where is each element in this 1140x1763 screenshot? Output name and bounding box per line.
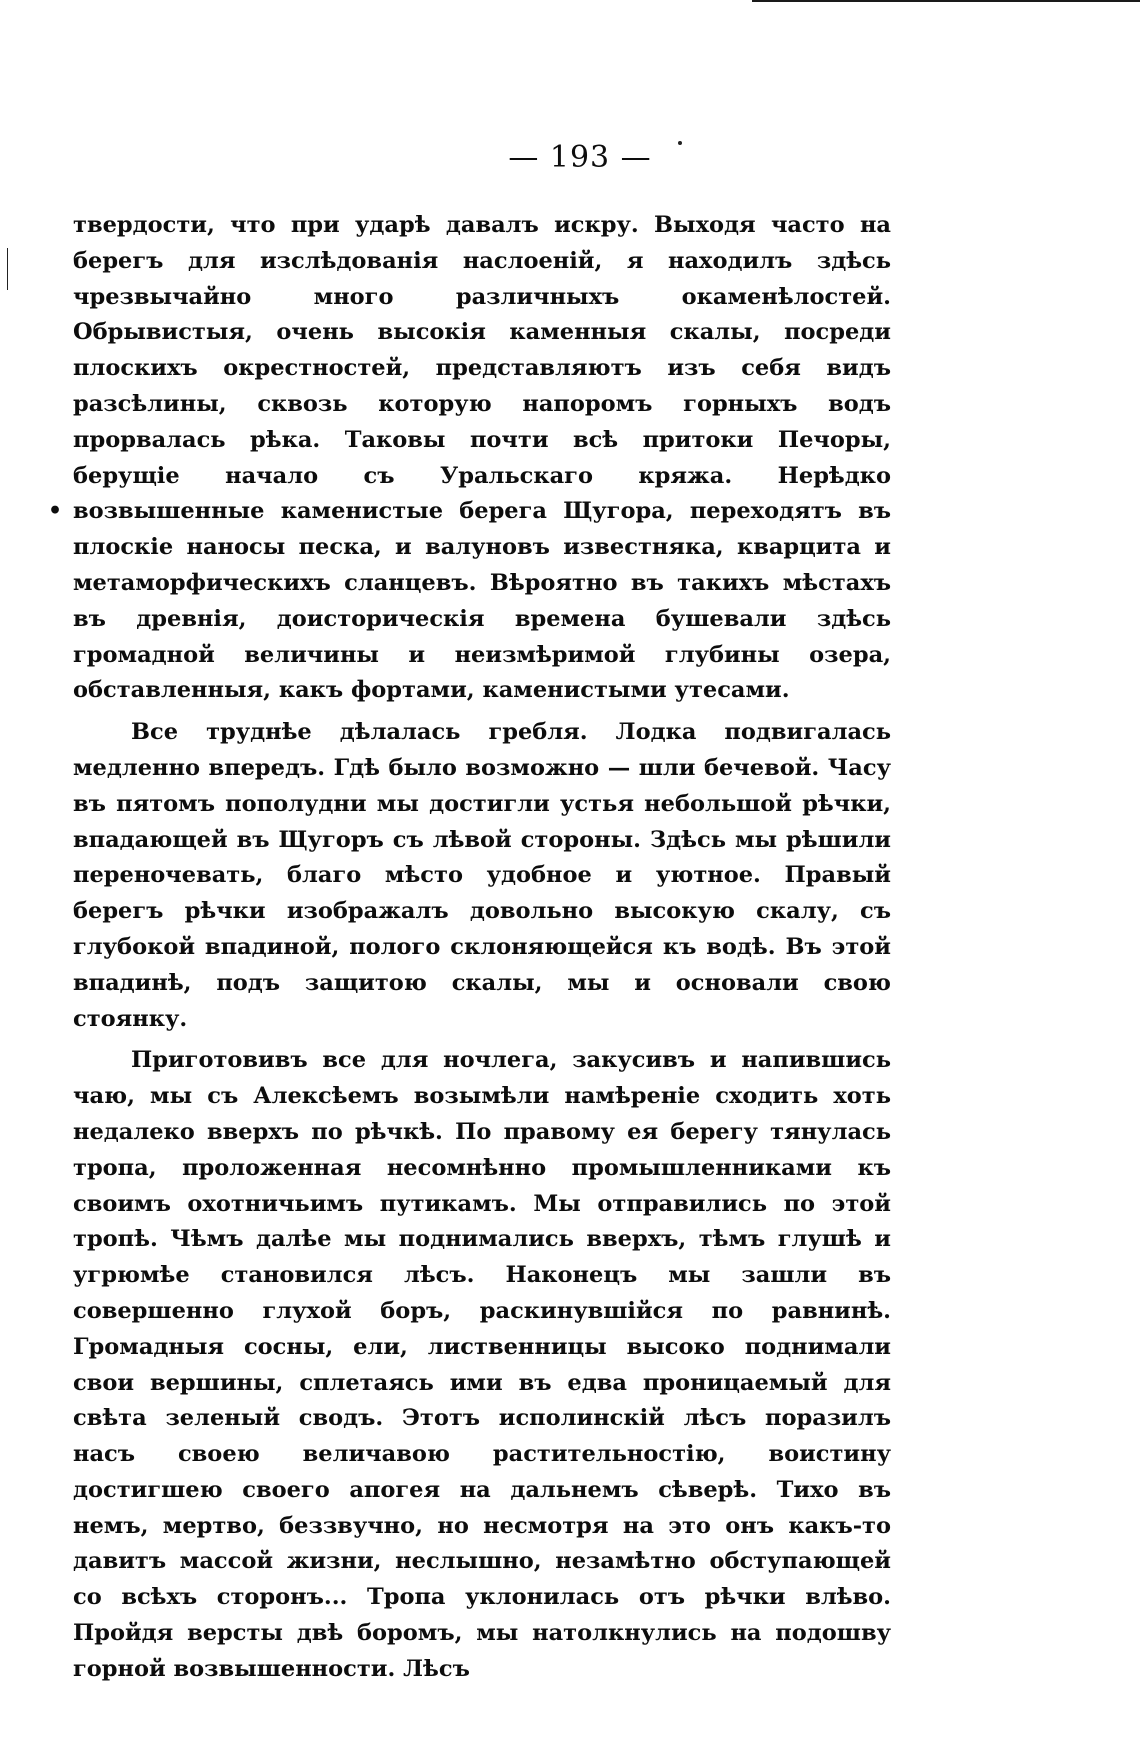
body-text [73,208,891,1688]
page-number: — 193 — [508,140,652,175]
scan-edge-line [752,0,1140,2]
paragraph: Приготовивъ все для ночлега, закусивъ и напившись чаю, мы съ Алексѣемъ возымѣли намѣреніе сходить хоть недалеко вверхъ по рѣчкѣ. По правому ея берегу тянулась тропа, проложенная несомнѣнно промышленниками къ своимъ охотничьимъ путикамъ. Мы отправились по этой тропѣ. Чѣмъ далѣе мы поднимались вверхъ, тѣмъ глушѣ и угрюмѣе становился лѣсъ. Наконецъ мы зашли въ совершенно глухой боръ, раскинувшійся по равнинѣ. Громадныя сосны, ели, лиственницы высоко поднимали свои вершины, сплетаясь ими въ едва проницаемый для свѣта зеленый сводъ. Этотъ исполинскій лѣсъ поразилъ насъ своею величавою растительностію, воистину достигшею своего апогея на дальнемъ сѣверѣ. Тихо въ немъ, мертво, беззвучно, но несмотря на это онъ какъ-то давитъ массой жизни, неслышно, незамѣтно обступающей со всѣхъ сторонъ... Тропа уклонилась отъ рѣчки влѣво. Пройдя версты двѣ боромъ, мы натолкнулись на подошву горной возвышенности. Лѣсъ [73,1047,891,1682]
paragraph: Все труднѣе дѣлалась гребля. Лодка подвигалась медленно впередъ. Гдѣ было возможно — шли бечевой. Часу въ пятомъ пополудни мы достигли устья небольшой рѣчки, впадающей въ Щугоръ съ лѣвой стороны. Здѣсь мы рѣшили переночевать, благо мѣсто удобное и уютное. Правый берегъ рѣчки изображалъ довольно высокую скалу, съ глубокой впадиной, полого склоняющейся къ водѣ. Въ этой впадинѣ, подъ защитою скалы, мы и основали свою стоянку. [73,719,891,1032]
paragraph: твердости, что при ударѣ давалъ искру. Выходя часто на берегъ для изслѣдованія наслоеній, я находилъ здѣсь чрезвычайно много различныхъ окаменѣлостей. Обрывистыя, очень высокія каменныя скалы, посреди плоскихъ окрестностей, представляютъ изъ себя видъ разсѣлины, сквозь которую напоромъ горныхъ водъ прорвалась рѣка. Таковы почти всѣ притоки Печоры, берущіе начало съ Уральскаго кряжа. Нерѣдко возвышенные каменистые берега Щугора, переходятъ въ плоскіе наносы песка, и валуновъ известняка, кварцита и метаморфическихъ сланцевъ. Вѣроятно въ такихъ мѣстахъ въ древнія, доисторическія времена бушевали здѣсь громадной величины и неизмѣримой глубины озера, обставленныя, какъ фортами, каменистыми утесами. [73,212,891,704]
margin-dot: • [48,498,63,524]
margin-mark [7,248,8,290]
